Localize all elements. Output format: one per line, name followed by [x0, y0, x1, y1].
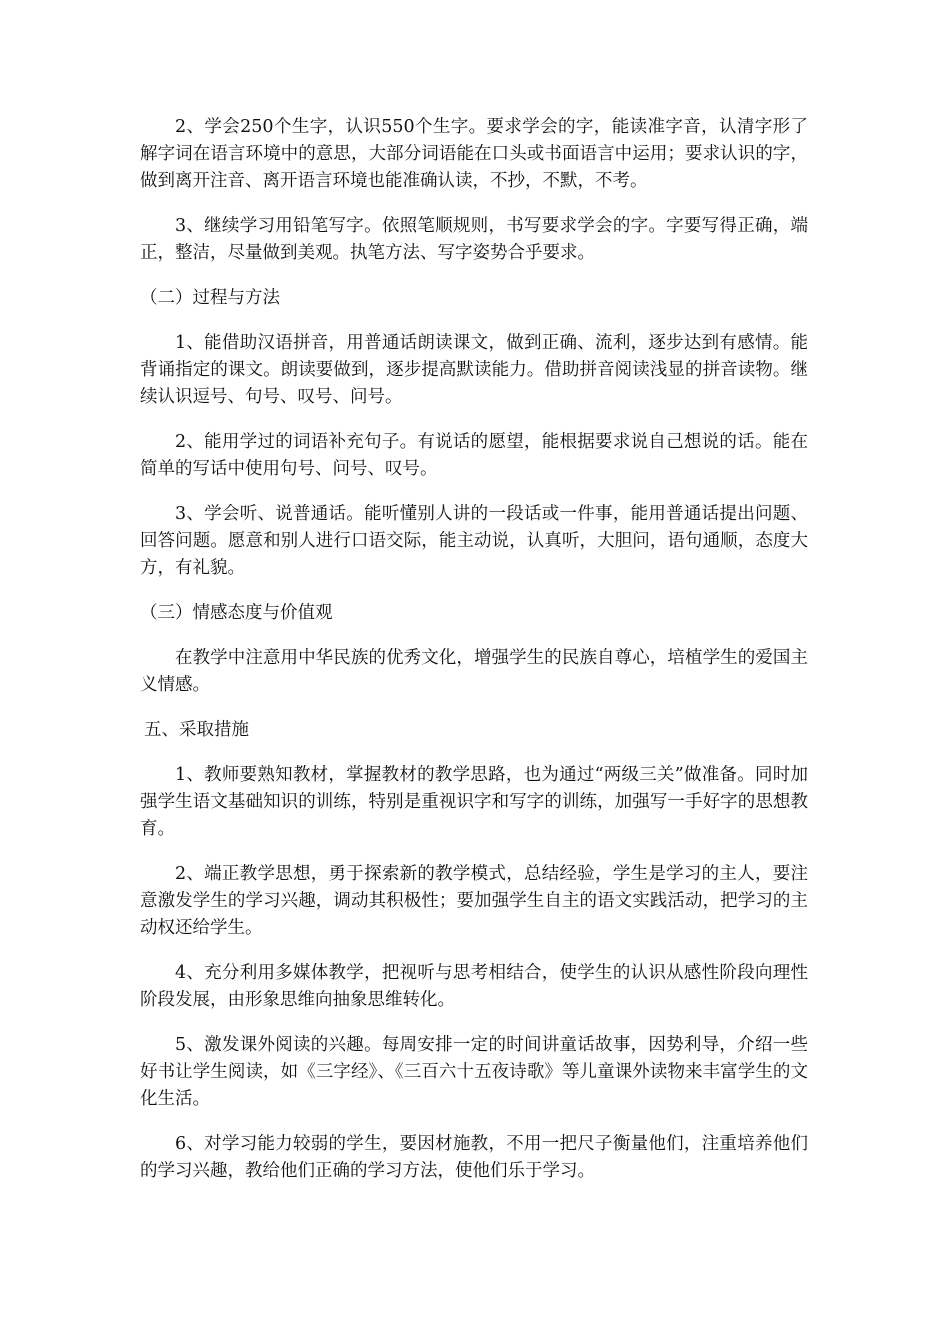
paragraph-measure-5: 5、激发课外阅读的兴趣。每周安排一定的时间讲童话故事，因势利导，介绍一些好书让学生阅读，如《三字经》、《三百六十五夜诗歌》等儿童课外读物来丰富学生的文化生活。 [140, 1035, 808, 1109]
section-heading-measures: 五、采取措施 [144, 720, 249, 740]
paragraph-measure-1: 1、教师要熟知教材，掌握教材的教学思路，也为通过“两级三关”做准备。同时加强学生语文基础知识的训练，特别是重视识字和写字的训练，加强写一手好字的思想教育。 [140, 765, 808, 839]
paragraph-measure-2: 2、端正教学思想，勇于探索新的教学模式，总结经验，学生是学习的主人，要注意激发学生的学习兴趣，调动其积极性；要加强学生自主的语文实践活动，把学习的主动权还给学生。 [140, 864, 808, 938]
paragraph-sentence-completion: 2、能用学过的词语补充句子。有说话的愿望，能根据要求说自己想说的话。能在简单的写话中使用句号、问号、叹号。 [140, 432, 808, 479]
paragraph-listening-speaking: 3、学会听、说普通话。能听懂别人讲的一段话或一件事，能用普通话提出问题、回答问题。愿意和别人进行口语交际，能主动说，认真听，大胆问，语句通顺，态度大方，有礼貌。 [140, 504, 808, 578]
paragraph-reading-aloud: 1、能借助汉语拼音，用普通话朗读课文，做到正确、流利，逐步达到有感情。能背诵指定的课文。朗读要做到，逐步提高默读能力。借助拼音阅读浅显的拼音读物。继续认识逗号、句号、叹号、问号。 [140, 333, 808, 407]
paragraph-pencil-writing: 3、继续学习用铅笔写字。依照笔顺规则，书写要求学会的字。字要写得正确，端正，整洁，尽量做到美观。执笔方法、写字姿势合乎要求。 [140, 216, 808, 263]
section-heading-emotional-values: （三）情感态度与价值观 [140, 603, 333, 623]
section-heading-process-methods: （二）过程与方法 [140, 288, 280, 308]
paragraph-national-culture: 在教学中注意用中华民族的优秀文化，增强学生的民族自尊心，培植学生的爱国主义情感。 [140, 648, 808, 695]
document-body [140, 114, 808, 1203]
paragraph-measure-4: 4、充分利用多媒体教学，把视听与思考相结合，使学生的认识从感性阶段向理性阶段发展，由形象思维向抽象思维转化。 [140, 963, 808, 1010]
paragraph-literacy-characters: 2、学会250个生字，认识550个生字。要求学会的字，能读准字音，认清字形了解字词在语言环境中的意思，大部分词语能在口头或书面语言中运用；要求认识的字，做到离开注音、离开语言环境也能准确认读，不抄，不默，不考。 [140, 117, 808, 191]
paragraph-measure-6: 6、对学习能力较弱的学生，要因材施教，不用一把尺子衡量他们，注重培养他们的学习兴趣，教给他们正确的学习方法，使他们乐于学习。 [140, 1134, 808, 1181]
